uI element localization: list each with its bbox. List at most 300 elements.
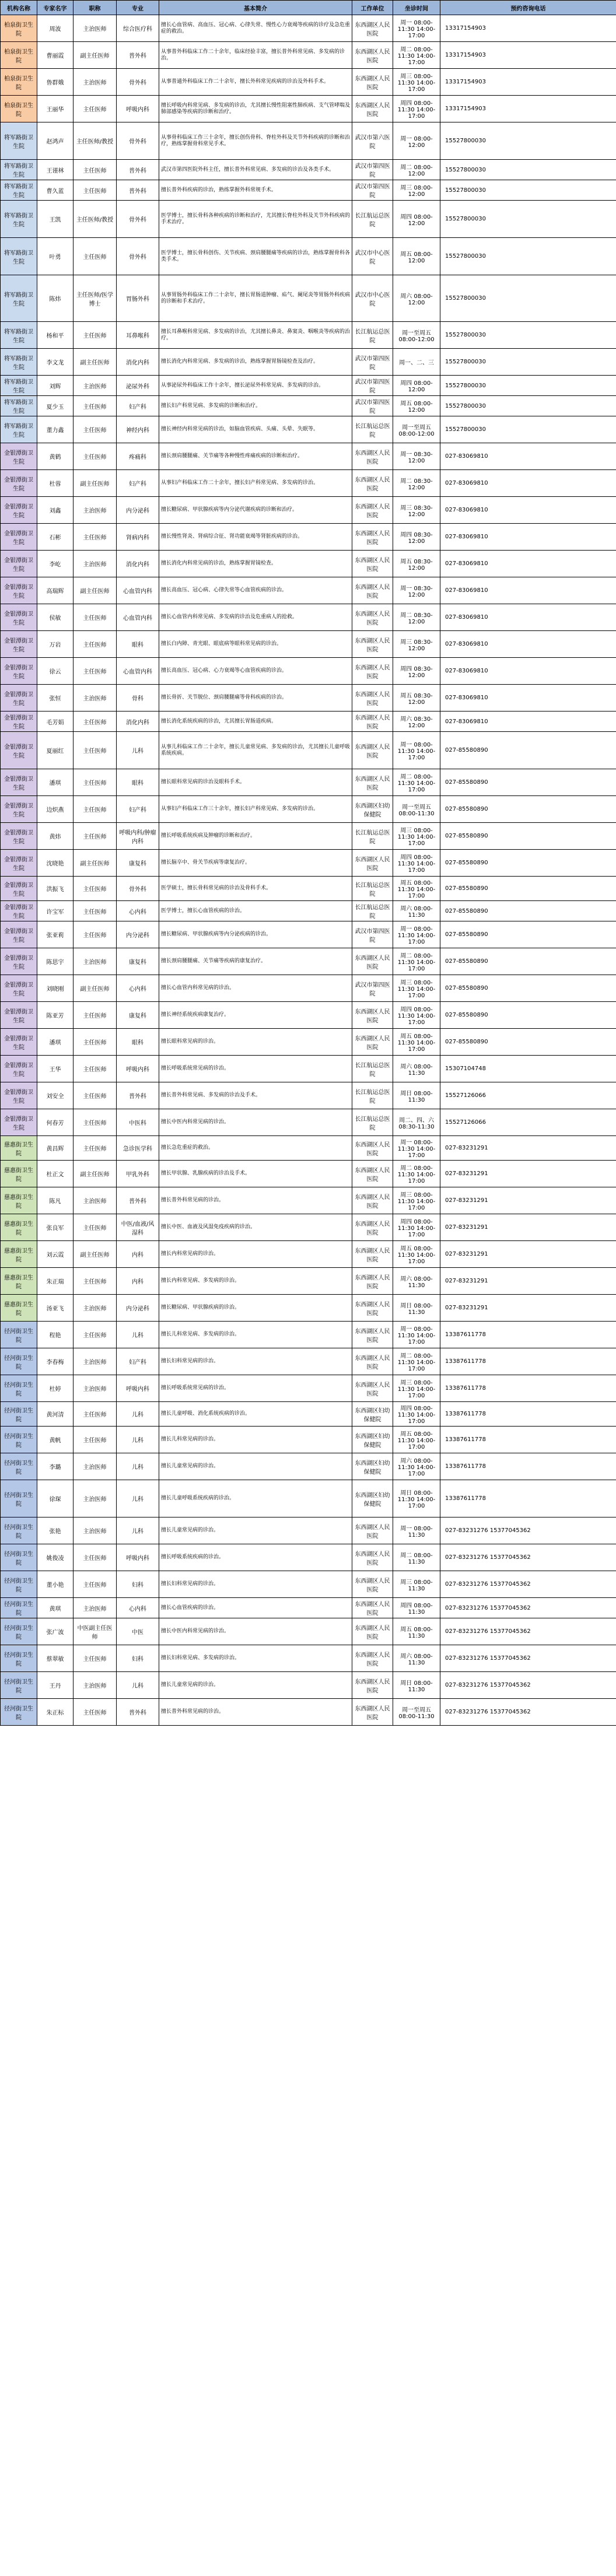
header-expert-name: 专家名字 (37, 1, 74, 15)
cell-institution: 径河街卫生院 (1, 1544, 37, 1571)
table-row (1, 712, 616, 732)
cell-phone: 027-83231276 15377045362 (440, 1571, 616, 1598)
cell-phone: 027-85580890 (440, 769, 616, 796)
cell-clinic-time: 周四 08:00-12:00 (393, 376, 440, 396)
cell-introduction: 擅长颈肩腰腿痛、关节痛等疾病的康复治疗。 (159, 948, 352, 975)
cell-expert-name: 万岩 (37, 631, 74, 658)
cell-expert-name: 程艳 (37, 1322, 74, 1348)
cell-expert-name: 张良军 (37, 1214, 74, 1241)
cell-work-unit: 东西湖区妇幼保健院 (352, 1453, 393, 1480)
cell-clinic-time: 周五 08:00-11:30 (393, 1618, 440, 1645)
table-row (1, 15, 616, 42)
cell-institution: 金银潭街卫生院 (1, 901, 37, 921)
cell-institution: 将军路街卫生院 (1, 122, 37, 160)
cell-title: 主任医师 (74, 1029, 117, 1056)
cell-expert-name: 杜婷 (37, 1375, 74, 1402)
cell-specialty: 儿科 (117, 1480, 159, 1517)
cell-clinic-time: 周五 08:00-11:30 14:00-17:00 (393, 877, 440, 901)
cell-introduction: 擅长普外科常见病的诊治。 (159, 1699, 352, 1726)
cell-introduction: 从事儿科临床工作二十余年，擅长儿童常见病、多发病的诊治，尤其擅长儿童呼吸系统疾病。 (159, 732, 352, 769)
table-row (1, 1241, 616, 1268)
cell-work-unit: 东西湖区人民医院 (352, 948, 393, 975)
cell-clinic-time: 周二 08:00-11:30 (393, 1544, 440, 1571)
cell-phone: 027-85580890 (440, 732, 616, 769)
cell-specialty: 呼吸内科 (117, 1375, 159, 1402)
cell-clinic-time: 周四 08:30-12:00 (393, 658, 440, 685)
cell-work-unit: 东西湖区人民医院 (352, 1699, 393, 1726)
cell-work-unit: 长江航运总医院 (352, 201, 393, 238)
cell-institution: 柏泉街卫生院 (1, 69, 37, 96)
cell-institution: 慈惠街卫生院 (1, 1214, 37, 1241)
cell-title: 主任医师 (74, 1571, 117, 1598)
cell-phone: 027-83069810 (440, 470, 616, 497)
cell-introduction: 擅长高血压、冠心病、心律失常等心血管疾病的诊治。 (159, 577, 352, 604)
cell-work-unit: 东西湖区人民医院 (352, 732, 393, 769)
cell-introduction: 擅长普外科疾病的诊治，熟练掌握外科常规手术。 (159, 180, 352, 201)
cell-phone: 027-83231291 (440, 1187, 616, 1214)
cell-title: 主任医师 (74, 396, 117, 416)
cell-expert-name: 刘晓刚 (37, 975, 74, 1002)
cell-work-unit: 东西湖区人民医院 (352, 1187, 393, 1214)
cell-title: 副主任医师 (74, 349, 117, 376)
cell-specialty: 甲乳外科 (117, 1161, 159, 1187)
table-row (1, 1322, 616, 1348)
cell-clinic-time: 周三 08:00-11:30 14:00-17:00 (393, 69, 440, 96)
cell-institution: 将军路街卫生院 (1, 376, 37, 396)
cell-work-unit: 东西湖区人民医院 (352, 69, 393, 96)
cell-institution: 径河街卫生院 (1, 1672, 37, 1699)
cell-institution: 金银潭街卫生院 (1, 823, 37, 850)
table-body (1, 15, 616, 1726)
table-row (1, 180, 616, 201)
cell-phone: 027-83231276 15377045362 (440, 1672, 616, 1699)
cell-title: 副主任医师 (74, 470, 117, 497)
cell-institution: 将军路街卫生院 (1, 275, 37, 322)
cell-expert-name: 黄炜 (37, 823, 74, 850)
cell-title: 主任医师 (74, 1402, 117, 1427)
cell-introduction: 武汉市第四医院外科主任，擅长普外科常见病、多发病的诊治及各类手术。 (159, 160, 352, 180)
table-row (1, 238, 616, 275)
table-row (1, 524, 616, 551)
cell-specialty: 妇产科 (117, 470, 159, 497)
cell-expert-name: 曹丽霞 (37, 42, 74, 69)
cell-work-unit: 长江航运总医院 (352, 823, 393, 850)
table-row (1, 658, 616, 685)
cell-expert-name: 夏丽红 (37, 732, 74, 769)
cell-phone: 15527800030 (440, 201, 616, 238)
cell-title: 中医副主任医师 (74, 1618, 117, 1645)
table-row (1, 1187, 616, 1214)
cell-specialty: 眼科 (117, 631, 159, 658)
cell-phone: 027-83231276 15377045362 (440, 1598, 616, 1618)
cell-institution: 金银潭街卫生院 (1, 712, 37, 732)
cell-phone: 13387611778 (440, 1453, 616, 1480)
cell-institution: 径河街卫生院 (1, 1348, 37, 1375)
cell-institution: 金银潭街卫生院 (1, 658, 37, 685)
cell-phone: 027-83069810 (440, 524, 616, 551)
cell-work-unit: 东西湖区人民医院 (352, 1214, 393, 1241)
cell-title: 主任医师 (74, 322, 117, 349)
cell-work-unit: 东西湖区人民医院 (352, 1598, 393, 1618)
table-row (1, 921, 616, 948)
cell-work-unit: 长江航运总医院 (352, 1109, 393, 1136)
cell-clinic-time: 周一、二、三 (393, 349, 440, 376)
cell-clinic-time: 周三 08:00-12:00 (393, 180, 440, 201)
cell-specialty: 普外科 (117, 42, 159, 69)
cell-introduction: 从事普外科临床工作二十余年，临床经验丰富，擅长普外科常见病、多发病的诊治。 (159, 42, 352, 69)
table-row (1, 631, 616, 658)
table-row (1, 349, 616, 376)
cell-work-unit: 东西湖区人民医院 (352, 470, 393, 497)
cell-specialty: 心血管内科 (117, 604, 159, 631)
cell-specialty: 康复科 (117, 850, 159, 877)
cell-institution: 柏泉街卫生院 (1, 96, 37, 122)
cell-work-unit: 武汉市第四医院 (352, 921, 393, 948)
cell-clinic-time: 周六 08:30-12:00 (393, 712, 440, 732)
cell-institution: 将军路街卫生院 (1, 180, 37, 201)
cell-work-unit: 东西湖区人民医院 (352, 1241, 393, 1268)
cell-phone: 027-83231291 (440, 1241, 616, 1268)
cell-institution: 金银潭街卫生院 (1, 551, 37, 577)
cell-introduction: 从事普通外科临床工作二十余年，擅长外科常见疾病的诊治及外科手术。 (159, 69, 352, 96)
cell-introduction: 擅长糖尿病、甲状腺疾病的诊治。 (159, 1295, 352, 1322)
cell-specialty: 耳鼻喉科 (117, 322, 159, 349)
cell-institution: 金银潭街卫生院 (1, 443, 37, 470)
cell-clinic-time: 周一 08:30-12:00 (393, 577, 440, 604)
table-row (1, 796, 616, 823)
table-row (1, 1161, 616, 1187)
cell-title: 主任医师 (74, 1322, 117, 1348)
cell-clinic-time: 周二 08:00-11:30 14:00-17:00 (393, 42, 440, 69)
cell-work-unit: 东西湖区人民医院 (352, 1672, 393, 1699)
cell-title: 主任医师 (74, 901, 117, 921)
cell-specialty: 肾病内科 (117, 524, 159, 551)
cell-institution: 径河街卫生院 (1, 1453, 37, 1480)
cell-specialty: 普外科 (117, 160, 159, 180)
cell-title: 主治医师 (74, 1187, 117, 1214)
cell-work-unit: 长江航运总医院 (352, 901, 393, 921)
cell-expert-name: 王谨林 (37, 160, 74, 180)
cell-introduction: 从事妇产科临床工作三十余年，擅长妇产科常见病、多发病的诊治。 (159, 796, 352, 823)
cell-work-unit: 东西湖区人民医院 (352, 1517, 393, 1544)
cell-title: 主任医师 (74, 658, 117, 685)
cell-expert-name: 张艳 (37, 1517, 74, 1544)
cell-phone: 15527800030 (440, 322, 616, 349)
cell-expert-name: 边炽燕 (37, 796, 74, 823)
cell-clinic-time: 周四 08:00-12:00 (393, 201, 440, 238)
cell-phone: 027-83069810 (440, 631, 616, 658)
cell-work-unit: 东西湖区妇幼保健院 (352, 1427, 393, 1453)
table-row (1, 1402, 616, 1427)
cell-clinic-time: 周一 08:00-11:30 14:00-17:00 (393, 732, 440, 769)
cell-clinic-time: 周四 08:00-11:30 14:00-17:00 (393, 96, 440, 122)
cell-phone: 13317154903 (440, 42, 616, 69)
cell-institution: 柏泉街卫生院 (1, 42, 37, 69)
cell-introduction: 擅长普外科常见病、多发病的诊治及手术。 (159, 1082, 352, 1109)
cell-specialty: 呼吸内科/肿瘤内科 (117, 823, 159, 850)
cell-phone: 027-83231276 15377045362 (440, 1618, 616, 1645)
cell-phone: 027-83069810 (440, 497, 616, 524)
cell-work-unit: 东西湖区人民医院 (352, 631, 393, 658)
cell-clinic-time: 周日 08:00-11:30 (393, 1672, 440, 1699)
cell-specialty: 妇科 (117, 1645, 159, 1672)
cell-expert-name: 王丹 (37, 1672, 74, 1699)
cell-work-unit: 东西湖区人民医院 (352, 524, 393, 551)
cell-specialty: 心内科 (117, 1598, 159, 1618)
cell-title: 主治医师 (74, 1453, 117, 1480)
cell-phone: 13317154903 (440, 96, 616, 122)
cell-clinic-time: 周一 08:00-11:30 14:00-17:00 (393, 15, 440, 42)
cell-work-unit: 东西湖区人民医院 (352, 96, 393, 122)
cell-specialty: 内分泌科 (117, 921, 159, 948)
cell-phone: 13387611778 (440, 1348, 616, 1375)
cell-work-unit: 东西湖区人民医院 (352, 1268, 393, 1295)
cell-clinic-time: 周日 08:00-11:30 14:00-17:00 (393, 1480, 440, 1517)
cell-phone: 15527800030 (440, 376, 616, 396)
cell-expert-name: 王凯 (37, 201, 74, 238)
cell-clinic-time: 周五 08:00-11:30 14:00-17:00 (393, 1427, 440, 1453)
cell-introduction: 擅长骨折、关节脱位、颈肩腰腿痛等骨科疾病的诊治。 (159, 685, 352, 712)
cell-work-unit: 东西湖区人民医院 (352, 443, 393, 470)
cell-introduction: 擅长儿童呼吸系统疾病的诊治。 (159, 1480, 352, 1517)
cell-specialty: 儿科 (117, 1402, 159, 1427)
cell-title: 主治医师 (74, 685, 117, 712)
cell-title: 主治医师 (74, 15, 117, 42)
cell-expert-name: 朱正标 (37, 1699, 74, 1726)
cell-institution: 径河街卫生院 (1, 1598, 37, 1618)
cell-expert-name: 汤亚飞 (37, 1295, 74, 1322)
cell-phone: 027-83069810 (440, 604, 616, 631)
cell-expert-name: 陈思宇 (37, 948, 74, 975)
table-row (1, 1544, 616, 1571)
cell-institution: 慈惠街卫生院 (1, 1268, 37, 1295)
cell-specialty: 儿科 (117, 1672, 159, 1699)
cell-institution: 金银潭街卫生院 (1, 1056, 37, 1082)
cell-clinic-time: 周一至周五 08:00-12:00 (393, 416, 440, 443)
cell-specialty: 妇科 (117, 1571, 159, 1598)
cell-introduction: 医学博士，擅长骨科创伤、关节疾病、颈肩腰腿痛等疾病的诊治，熟练掌握骨科各类手术。 (159, 238, 352, 275)
table-row (1, 376, 616, 396)
cell-phone: 027-83069810 (440, 712, 616, 732)
cell-clinic-time: 周日 08:00-11:30 (393, 1082, 440, 1109)
cell-expert-name: 蔡翠敏 (37, 1645, 74, 1672)
cell-institution: 径河街卫生院 (1, 1618, 37, 1645)
cell-specialty: 康复科 (117, 1002, 159, 1029)
cell-work-unit: 武汉市第四医院 (352, 376, 393, 396)
table-row (1, 769, 616, 796)
cell-phone: 13387611778 (440, 1322, 616, 1348)
cell-phone: 15527800030 (440, 122, 616, 160)
cell-institution: 径河街卫生院 (1, 1375, 37, 1402)
cell-specialty: 儿科 (117, 1453, 159, 1480)
table-row (1, 1480, 616, 1517)
cell-phone: 13317154903 (440, 69, 616, 96)
cell-work-unit: 长江航运总医院 (352, 877, 393, 901)
cell-introduction: 医学博士，擅长骨科各种疾病的诊断和治疗，尤其擅长脊柱外科及关节外科疾病的手术治疗。 (159, 201, 352, 238)
cell-work-unit: 武汉市第四医院 (352, 396, 393, 416)
cell-specialty: 儿科 (117, 1427, 159, 1453)
cell-expert-name: 沈晓艳 (37, 850, 74, 877)
cell-specialty: 消化内科 (117, 712, 159, 732)
cell-phone: 027-83231291 (440, 1136, 616, 1161)
cell-introduction: 擅长神经系统疾病康复治疗。 (159, 1002, 352, 1029)
cell-introduction: 擅长呼吸系统常见病的诊治。 (159, 1375, 352, 1402)
cell-expert-name: 张广波 (37, 1618, 74, 1645)
cell-clinic-time: 周三 08:00-11:30 14:00-17:00 (393, 1375, 440, 1402)
cell-specialty: 骨科 (117, 685, 159, 712)
cell-work-unit: 东西湖区人民医院 (352, 1348, 393, 1375)
cell-work-unit: 东西湖区人民医院 (352, 1618, 393, 1645)
cell-specialty: 骨外科 (117, 201, 159, 238)
cell-expert-name: 徐琛 (37, 1480, 74, 1517)
table-row (1, 470, 616, 497)
cell-institution: 柏泉街卫生院 (1, 15, 37, 42)
cell-expert-name: 张恒 (37, 685, 74, 712)
cell-work-unit: 长江航运总医院 (352, 416, 393, 443)
cell-specialty: 心血管内科 (117, 577, 159, 604)
cell-phone: 027-83231291 (440, 1161, 616, 1187)
cell-work-unit: 长江航运总医院 (352, 322, 393, 349)
table-row (1, 1453, 616, 1480)
cell-clinic-time: 周四 08:00-11:30 14:00-17:00 (393, 1002, 440, 1029)
cell-title: 主任医师 (74, 1109, 117, 1136)
cell-specialty: 综合医疗科 (117, 15, 159, 42)
cell-expert-name: 黄鹤 (37, 443, 74, 470)
cell-specialty: 内分泌科 (117, 497, 159, 524)
cell-introduction: 擅长中医内科常见病的诊治。 (159, 1109, 352, 1136)
header-title: 职称 (74, 1, 117, 15)
cell-introduction: 擅长儿童呼吸、消化系统疾病的诊治。 (159, 1402, 352, 1427)
table-row (1, 685, 616, 712)
cell-title: 副主任医师 (74, 1161, 117, 1187)
cell-expert-name: 刘辉 (37, 376, 74, 396)
cell-expert-name: 赵鸿声 (37, 122, 74, 160)
cell-specialty: 儿科 (117, 1517, 159, 1544)
cell-work-unit: 东西湖区人民医院 (352, 42, 393, 69)
cell-institution: 金银潭街卫生院 (1, 631, 37, 658)
table-row (1, 416, 616, 443)
table-row (1, 551, 616, 577)
cell-title: 主任医师 (74, 1136, 117, 1161)
cell-institution: 径河街卫生院 (1, 1427, 37, 1453)
cell-clinic-time: 周三 08:00-11:30 14:00-17:00 (393, 1187, 440, 1214)
cell-work-unit: 东西湖区人民医院 (352, 577, 393, 604)
table-row (1, 1699, 616, 1726)
cell-institution: 金银潭街卫生院 (1, 877, 37, 901)
cell-work-unit: 东西湖区妇幼保健院 (352, 1480, 393, 1517)
cell-expert-name: 王华 (37, 1056, 74, 1082)
cell-expert-name: 黄琪 (37, 1598, 74, 1618)
cell-institution: 金银潭街卫生院 (1, 1082, 37, 1109)
table-row (1, 396, 616, 416)
cell-expert-name: 黄昌辉 (37, 1136, 74, 1161)
cell-introduction: 擅长消化内科常见病的诊治，熟练掌握胃镜检查。 (159, 551, 352, 577)
cell-title: 主任医师 (74, 1268, 117, 1295)
cell-introduction: 擅长脑卒中、骨关节疾病等康复治疗。 (159, 850, 352, 877)
table-row (1, 1427, 616, 1453)
cell-title: 主治医师 (74, 1375, 117, 1402)
table-row (1, 577, 616, 604)
cell-institution: 金银潭街卫生院 (1, 850, 37, 877)
cell-institution: 金银潭街卫生院 (1, 769, 37, 796)
cell-title: 主治医师 (74, 1598, 117, 1618)
cell-phone: 027-83069810 (440, 685, 616, 712)
table-row (1, 1375, 616, 1402)
table-row (1, 1672, 616, 1699)
cell-title: 副主任医师 (74, 975, 117, 1002)
cell-specialty: 内分泌科 (117, 1295, 159, 1322)
cell-phone: 13317154903 (440, 15, 616, 42)
cell-expert-name: 陈凡 (37, 1187, 74, 1214)
cell-introduction: 擅长心血管内科常见病的诊治。 (159, 975, 352, 1002)
cell-introduction: 擅长妇科常见病的诊治。 (159, 1348, 352, 1375)
cell-work-unit: 东西湖区人民医院 (352, 850, 393, 877)
cell-introduction: 医学硕士，擅长骨科常见病的诊治及骨科手术。 (159, 877, 352, 901)
cell-expert-name: 李屹 (37, 551, 74, 577)
table-row (1, 122, 616, 160)
cell-work-unit: 东西湖区人民医院 (352, 1136, 393, 1161)
cell-work-unit: 东西湖区人民医院 (352, 712, 393, 732)
cell-expert-name: 朱正瑞 (37, 1268, 74, 1295)
table-row (1, 732, 616, 769)
table-row (1, 850, 616, 877)
cell-specialty: 急诊医学科 (117, 1136, 159, 1161)
cell-work-unit: 东西湖区人民医院 (352, 551, 393, 577)
cell-introduction: 擅长妇科常见病的诊治。 (159, 1571, 352, 1598)
cell-work-unit: 东西湖区人民医院 (352, 1645, 393, 1672)
cell-specialty: 普外科 (117, 180, 159, 201)
cell-clinic-time: 周六 08:00-11:30 (393, 1645, 440, 1672)
cell-phone: 027-85580890 (440, 796, 616, 823)
cell-specialty: 骨外科 (117, 877, 159, 901)
cell-phone: 15307104748 (440, 1056, 616, 1082)
cell-clinic-time: 周日 08:00-11:30 (393, 1295, 440, 1322)
cell-institution: 将军路街卫生院 (1, 201, 37, 238)
cell-clinic-time: 周一 08:00-11:30 14:00-17:00 (393, 1136, 440, 1161)
cell-title: 副主任医师 (74, 577, 117, 604)
cell-phone: 027-83231291 (440, 1214, 616, 1241)
cell-work-unit: 长江航运总医院 (352, 1082, 393, 1109)
cell-title: 主治医师 (74, 1348, 117, 1375)
cell-phone: 027-85580890 (440, 901, 616, 921)
cell-phone: 027-83231291 (440, 1268, 616, 1295)
cell-expert-name: 徐云 (37, 658, 74, 685)
cell-phone: 15527800030 (440, 349, 616, 376)
cell-introduction: 擅长呼吸系统疾病的诊治。 (159, 1544, 352, 1571)
cell-expert-name: 高瑞辉 (37, 577, 74, 604)
cell-phone: 15527800030 (440, 238, 616, 275)
cell-title: 主任医师 (74, 1082, 117, 1109)
table-row (1, 69, 616, 96)
cell-title: 主治医师 (74, 948, 117, 975)
cell-institution: 金银潭街卫生院 (1, 577, 37, 604)
cell-phone: 027-83069810 (440, 577, 616, 604)
cell-phone: 15527126066 (440, 1109, 616, 1136)
cell-institution: 金银潭街卫生院 (1, 921, 37, 948)
cell-title: 主治医师 (74, 551, 117, 577)
cell-introduction: 擅长儿童常见病的诊治。 (159, 1517, 352, 1544)
cell-clinic-time: 周二 08:00-11:30 14:00-17:00 (393, 948, 440, 975)
header-clinic-time: 坐诊时间 (393, 1, 440, 15)
cell-institution: 径河街卫生院 (1, 1402, 37, 1427)
cell-introduction: 擅长慢性肾炎、肾病综合征、肾功能衰竭等肾脏疾病的诊治。 (159, 524, 352, 551)
cell-work-unit: 东西湖区人民医院 (352, 1161, 393, 1187)
table-row (1, 1618, 616, 1645)
cell-expert-name: 鲁群娥 (37, 69, 74, 96)
cell-specialty: 呼吸内科 (117, 1056, 159, 1082)
cell-phone: 027-85580890 (440, 948, 616, 975)
cell-institution: 金银潭街卫生院 (1, 796, 37, 823)
